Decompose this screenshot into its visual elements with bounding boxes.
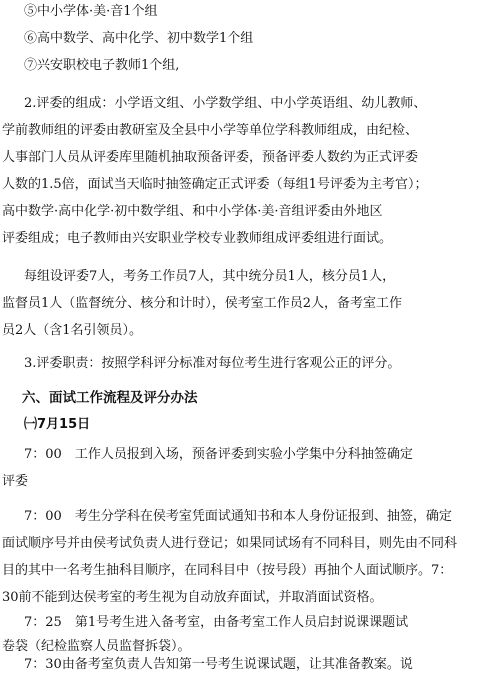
paragraph-line: 员2人（含1名引领员）。	[2, 323, 143, 338]
paragraph-line: 监督员1人（监督统分、核分和计时），侯考室工作员2人，备考室工作	[2, 296, 403, 311]
paragraph-line: 人事部门人员从评委库里随机抽取预备评委，预备评委人数约为正式评委	[2, 150, 419, 165]
date-heading: ㈠7月15日	[24, 417, 91, 432]
schedule-line: 7：00 考生分学科在侯考室凭面试通知书和本人身份证报到、抽签，确定	[24, 509, 452, 524]
schedule-line: 7：25 第1号考生进入备考室，由备考室工作人员启封说课课题试	[24, 615, 409, 630]
list-item-6: ⑥高中数学、高中化学、初中数学1个组	[24, 31, 254, 46]
section-heading: 六、面试工作流程及评分办法	[22, 390, 198, 406]
schedule-line: 面试顺序号并由侯考试负责人进行登记；如果同试场有不同科目，则先由不同科	[2, 536, 458, 551]
paragraph-line: 每组设评委7人，考务工作员7人，其中统分员1人，核分员1人，	[24, 269, 396, 284]
paragraph-line: 评委组成；电子教师由兴安职业学校专业教师组成评委组进行面试。	[2, 231, 393, 246]
schedule-line: 评委	[2, 474, 29, 489]
paragraph-line: 学前教师组的评委由教研室及全县中小学等单位学科教师组成，由纪检、	[2, 123, 419, 138]
list-item-5: ⑤中小学体·美·音1个组	[24, 4, 158, 19]
schedule-line: 目的其中一名考生抽科目顺序，在同科目中（按号段）再抽个人面试顺序。7：	[2, 563, 453, 578]
schedule-line: 7：30由备考室负责人告知第一号考生说课试题，让其准备教案。说	[24, 657, 413, 672]
paragraph-line: 2.评委的组成：小学语文组、小学数学组、中小学英语组、幼儿教师、	[24, 96, 427, 111]
schedule-line: 卷袋（纪检监察人员监督拆袋）。	[2, 639, 191, 654]
schedule-line: 30前不能到达侯考室的考生视为自动放弃面试，并取消面试资格。	[2, 590, 383, 605]
paragraph-line: 人数的1.5倍，面试当天临时抽签确定正式评委（每组1号评委为主考官）；	[2, 177, 428, 192]
paragraph-line: 高中数学·高中化学·初中数学组、和中小学体·美·音组评委由外地区	[2, 204, 383, 219]
paragraph-line: 3.评委职责：按照学科评分标准对每位考生进行客观公正的评分。	[24, 356, 401, 371]
schedule-line: 7：00 工作人员报到入场，预备评委到实验小学集中分科抽签确定	[24, 447, 413, 462]
list-item-7: ⑦兴安职校电子教师1个组,	[24, 58, 180, 73]
